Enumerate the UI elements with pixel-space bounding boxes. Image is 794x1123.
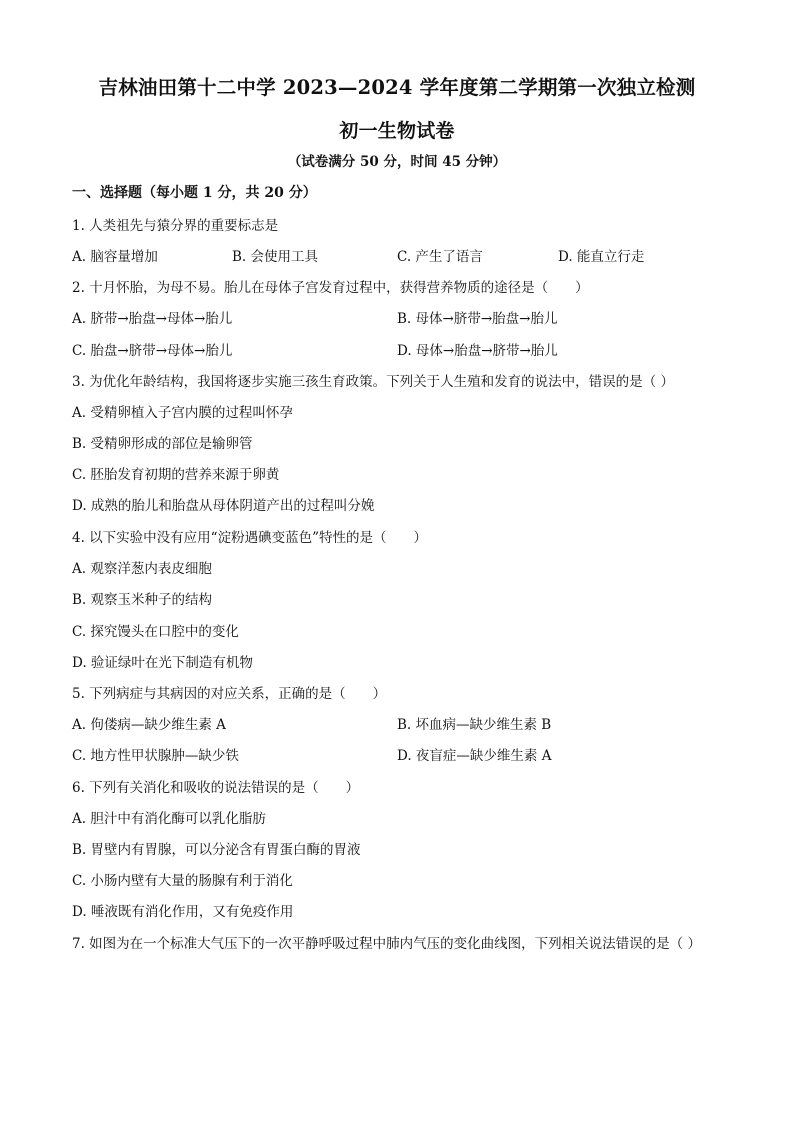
question-4-stem: 4. 以下实验中没有应用“淀粉遇碘变蓝色”特性的是（ ） [72,530,427,546]
question-4-option-c: C. 探究馒头在口腔中的变化 [72,624,239,640]
exam-info: （试卷满分 50 分，时间 45 分钟） [287,154,507,170]
question-6-option-b: B. 胃壁内有胃腺，可以分泌含有胃蛋白酶的胃液 [72,842,361,858]
question-4-option-d: D. 验证绿叶在光下制造有机物 [72,655,253,671]
question-4-option-a: A. 观察洋葱内表皮细胞 [72,561,212,577]
question-6-option-c: C. 小肠内壁有大量的肠腺有利于消化 [72,873,293,889]
question-5-option-c: C. 地方性甲状腺肿—缺少铁 [72,748,239,764]
question-5-stem: 5. 下列病症与其病因的对应关系，正确的是（ ） [72,686,387,702]
question-1-option-a: A. 脑容量增加 [72,249,158,265]
question-6-option-a: A. 胆汁中有消化酶可以乳化脂肪 [72,811,266,827]
question-2-option-a: A. 脐带→胎盘→母体→胎儿 [72,311,233,327]
question-2-stem: 2. 十月怀胎，为母不易。胎儿在母体子宫发育过程中，获得营养物质的途径是（ ） [72,280,589,296]
question-1-option-c: C. 产生了语言 [397,249,483,265]
question-1-option-d: D. 能直立行走 [558,249,645,265]
question-6-option-d: D. 唾液既有消化作用，又有免疫作用 [72,904,294,920]
section-heading: 一、选择题（每小题 1 分，共 20 分） [72,185,317,201]
question-4-option-b: B. 观察玉米种子的结构 [72,592,213,608]
question-3-stem: 3. 为优化年龄结构，我国将逐步实施三孩生育政策。下列关于人生殖和发育的说法中，错误的是（ ） [72,374,674,390]
question-1-stem: 1. 人类祖先与猿分界的重要标志是 [72,218,279,234]
question-3-option-b: B. 受精卵形成的部位是输卵管 [72,436,253,452]
question-7-stem: 7. 如图为在一个标准大气压下的一次平静呼吸过程中肺内气压的变化曲线图，下列相关说法错误的是（ ） [72,936,701,952]
exam-subject-title: 初一生物试卷 [339,120,455,142]
question-5-option-d: D. 夜盲症—缺少维生素 A [397,748,552,764]
question-3-option-d: D. 成熟的胎儿和胎盘从母体阴道产出的过程叫分娩 [72,498,375,514]
question-5-option-a: A. 佝偻病—缺少维生素 A [72,717,226,733]
question-3-option-a: A. 受精卵植入子宫内膜的过程叫怀孕 [72,405,293,421]
question-5-option-b: B. 坏血病—缺少维生素 B [397,717,552,733]
question-2-option-b: B. 母体→脐带→胎盘→胎儿 [397,311,558,327]
exam-title: 吉林油田第十二中学 2023—2024 学年度第二学期第一次独立检测 [98,76,696,99]
question-6-stem: 6. 下列有关消化和吸收的说法错误的是（ ） [72,780,360,796]
question-2-option-d: D. 母体→胎盘→脐带→胎儿 [397,343,558,359]
question-1-option-b: B. 会使用工具 [232,249,319,265]
question-2-option-c: C. 胎盘→脐带→母体→胎儿 [72,343,233,359]
question-3-option-c: C. 胚胎发育初期的营养来源于卵黄 [72,467,280,483]
